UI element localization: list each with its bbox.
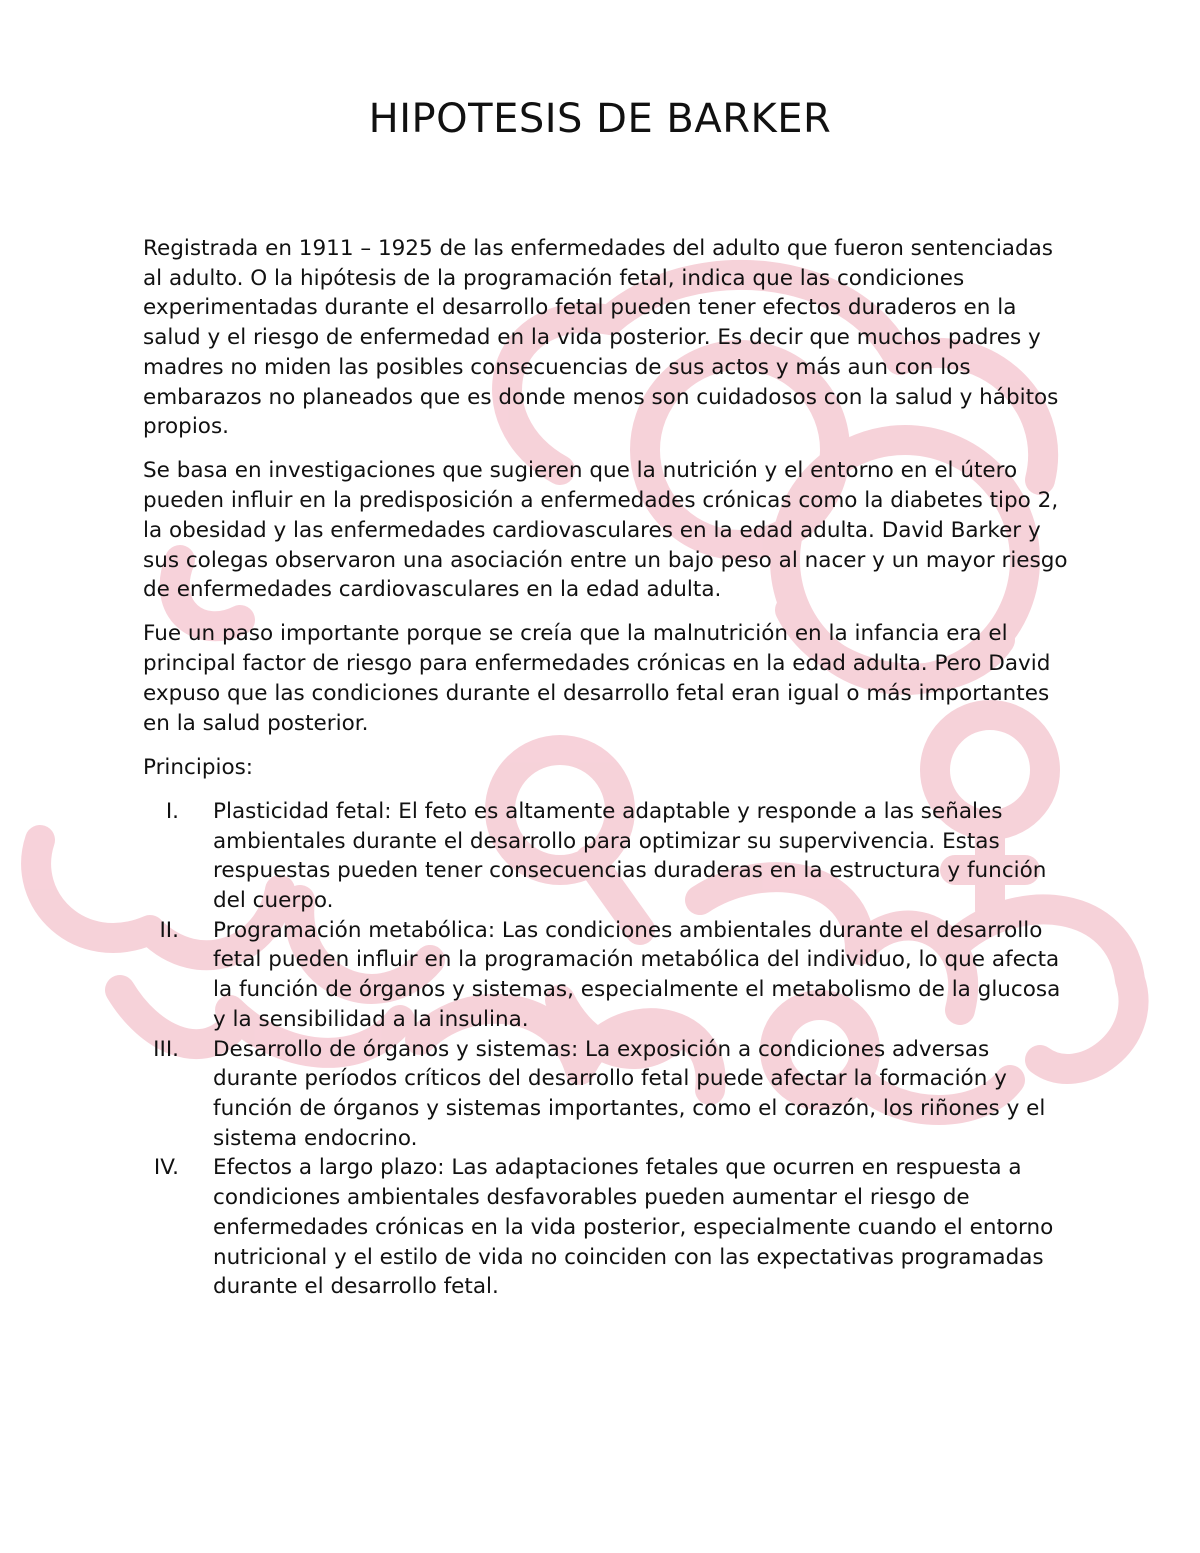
list-item-text: Plasticidad fetal: El feto es altamente adaptable y responde a las señales ambientales durante el desarrollo para optimizar su supervivencia. Estas respuestas pueden tener consecuencias duraderas en la estructura y función del cuerpo. [213, 798, 1047, 914]
list-item [143, 797, 1068, 916]
list-numeral: IV. [153, 1155, 179, 1181]
principles-list [143, 797, 1068, 1302]
list-numeral: III. [153, 1036, 179, 1062]
list-numeral: I. [165, 798, 179, 824]
document-body [143, 234, 1068, 1302]
list-item [143, 916, 1068, 1035]
principles-label: Principios: [143, 754, 254, 780]
list-item [143, 1153, 1068, 1302]
list-numeral: II. [159, 917, 179, 943]
list-item [143, 1035, 1068, 1154]
paragraph-importance: Fue un paso importante porque se creía que la malnutrición en la infancia era el principal factor de riesgo para enfermedades crónicas en la edad adulta. Pero David expuso que las condiciones durante el desarrollo fetal eran igual o más importantes en la salud posterior. [143, 621, 1051, 736]
paragraph-intro: Registrada en 1911 – 1925 de las enfermedades del adulto que fueron sentenciadas al adulto. O la hipótesis de la programación fetal, indica que las condiciones experimentadas durante el desarrollo fetal pueden tener efectos duraderos en la salud y el riesgo de enfermedad en la vida posterior. Es decir que muchos padres y madres no miden las posibles consecuencias de sus actos y más aun con los embarazos no planeados que es donde menos son cuidadosos con la salud y hábitos propios. [143, 236, 1059, 440]
list-item-text: Programación metabólica: Las condiciones ambientales durante el desarrollo fetal pueden influir en la programación metabólica del individuo, lo que afecta la función de órganos y sistemas, especialmente el metabolismo de la glucosa y la sensibilidad a la insulina. [213, 917, 1061, 1032]
document-title: HIPOTESIS DE BARKER [368, 96, 832, 142]
paragraph-basis: Se basa en investigaciones que sugieren que la nutrición y el entorno en el útero pueden influir en la predisposición a enfermedades crónicas como la diabetes tipo 2, la obesidad y las enfermedades cardiovasculares en la edad adulta. David Barker y sus colegas observaron una asociación entre un bajo peso al nacer y un mayor riesgo de enfermedades cardiovasculares en la edad adulta. [143, 458, 1068, 603]
list-item-text: Efectos a largo plazo: Las adaptaciones fetales que ocurren en respuesta a condiciones ambientales desfavorables pueden aumentar el riesgo de enfermedades crónicas en la vida posterior, especialmente cuando el entorno nutricional y el estilo de vida no coinciden con las expectativas programadas durante el desarrollo fetal. [213, 1155, 1054, 1300]
list-item-text: Desarrollo de órganos y sistemas: La exposición a condiciones adversas durante períodos críticos del desarrollo fetal puede afectar la formación y función de órganos y sistemas importantes, como el corazón, los riñones y el sistema endocrino. [213, 1036, 1046, 1151]
